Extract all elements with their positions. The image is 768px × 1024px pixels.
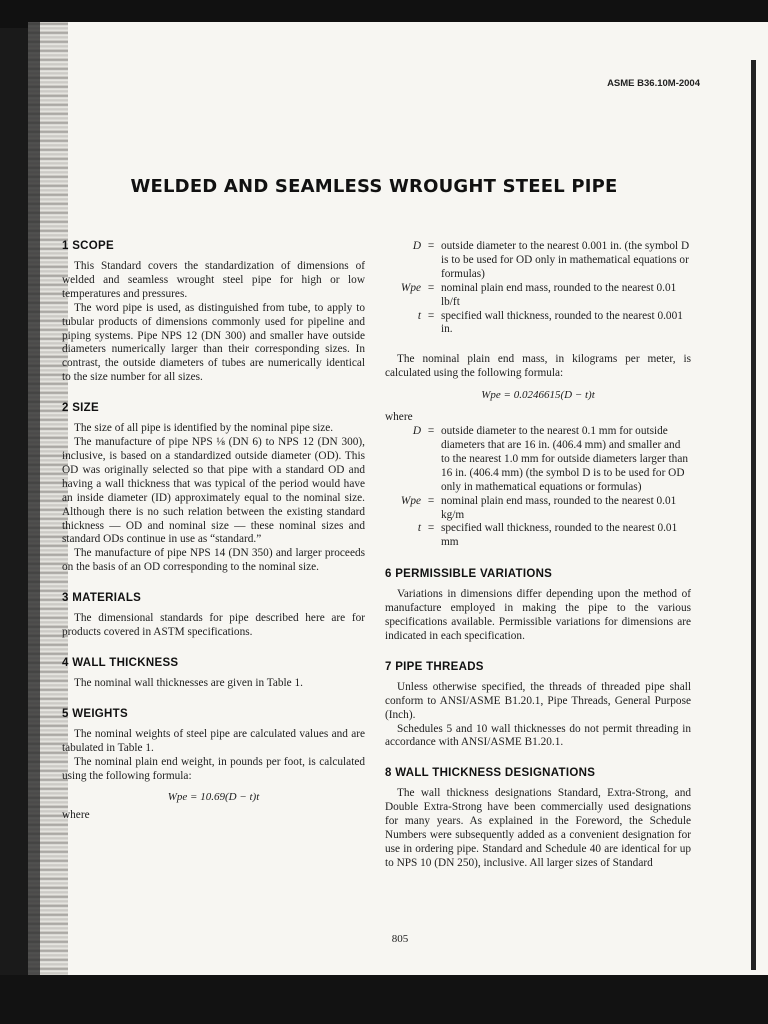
definition-text: specified wall thickness, rounded to the nearest 0.01 mm — [441, 522, 678, 549]
paragraph: Schedules 5 and 10 wall thicknesses do not permit threading in accordance with ANSI/ASME B1.20.1. — [385, 722, 691, 749]
section-size — [62, 402, 365, 575]
binding-shadow — [28, 22, 40, 977]
page-number: 805 — [391, 933, 409, 945]
where-label: where — [385, 411, 413, 424]
symbol: t — [417, 309, 421, 322]
paragraph: The nominal plain end weight, in pounds per foot, is calculated using the following formula: — [62, 755, 365, 782]
section-heading: 5 WEIGHTS — [62, 707, 128, 720]
section-pipe-threads — [385, 661, 691, 751]
definition-row — [385, 522, 691, 550]
paragraph: The word pipe is used, as distinguished from tube, to apply to tubular products of dimensions commonly used for pipeline and piping systems. Pipe NPS 12 (DN 300) and smaller have outside diameters numerically larger than their corresponding sizes. In contrast, the outside diameters of tubes are numerically identical to the size number for all sizes. — [62, 301, 365, 384]
scan-bottom-border — [0, 975, 768, 1024]
imperial-definitions — [385, 240, 691, 337]
section-materials — [62, 592, 365, 640]
where-label: where — [62, 809, 90, 822]
definition-text: specified wall thickness, rounded to the nearest 0.001 in. — [441, 309, 683, 336]
paragraph: The nominal wall thicknesses are given in Table 1. — [74, 676, 303, 689]
equals-sign: = — [427, 281, 435, 294]
paragraph: Variations in dimensions differ depending upon the method of manufacture employed in making the pipe to the various specifications available. Permissible variations for dimensions are indicated in each specification. — [385, 588, 691, 642]
paragraph: The manufacture of pipe NPS ⅛ (DN 6) to NPS 12 (DN 300), inclusive, is based on a standardized outside diameter (OD). This OD was originally selected so that pipe with a standard OD and having a wall thickness that was typical of the period would have an inside diameter (ID) approximately equal to the nominal size. Although there is no such relation between the existing standard thickness — OD and nominal size — these nominal sizes and standard ODs continue in use as “standard.” — [62, 436, 365, 546]
section-heading: 3 MATERIALS — [62, 592, 142, 605]
definition-text: outside diameter to the nearest 0.001 in. (the symbol D is to be used for OD only in mathematical equations or formulas) — [441, 240, 690, 280]
definition-row — [385, 425, 691, 495]
equals-sign: = — [427, 309, 435, 322]
symbol: D — [412, 425, 421, 438]
paragraph: The manufacture of pipe NPS 14 (DN 350) and larger proceeds on the basis of an OD corresponding to the nominal size. — [62, 547, 365, 574]
section-scope — [62, 240, 365, 385]
section-heading: 1 SCOPE — [62, 240, 114, 252]
symbol: Wpe — [400, 281, 421, 294]
definition-text: outside diameter to the nearest 0.1 mm for outside diameters that are 16 in. (406.4 mm) and smaller and to the nearest 1.0 mm for outside diameters larger than 16 in. (406.4 mm) (the symbol D is to be used for OD only in mathematical equations or formulas) — [441, 425, 688, 493]
paragraph: The dimensional standards for pipe described here are for products covered in ASTM specifications. — [62, 612, 365, 639]
definition-text: nominal plain end mass, rounded to the nearest 0.01 lb/ft — [441, 281, 677, 308]
section-heading: 8 WALL THICKNESS DESIGNATIONS — [385, 767, 596, 780]
symbol: Wpe — [400, 494, 421, 507]
paragraph: This Standard covers the standardization of dimensions of welded and seamless wrought steel pipe for high or low temperatures and pressures. — [62, 260, 365, 300]
right-column — [385, 240, 691, 888]
section-heading: 6 PERMISSIBLE VARIATIONS — [385, 568, 553, 581]
section-heading: 4 WALL THICKNESS — [62, 656, 179, 669]
symbol: D — [412, 240, 421, 252]
left-column — [62, 240, 365, 840]
paragraph: Unless otherwise specified, the threads of threaded pipe shall conform to ANSI/ASME B1.20.1, Pipe Threads, General Purpose (Inch). — [385, 680, 691, 721]
equals-sign: = — [427, 425, 435, 438]
definition-text: nominal plain end mass, rounded to the nearest 0.01 kg/m — [441, 494, 677, 521]
right-edge-shadow — [751, 60, 756, 970]
section-heading: 2 SIZE — [62, 402, 99, 415]
section-permissible-variations — [385, 568, 691, 644]
definition-row — [385, 495, 691, 523]
metric-definitions — [385, 425, 691, 550]
section-wall-thickness-designations — [385, 767, 691, 870]
equals-sign: = — [427, 522, 435, 535]
paragraph: The nominal weights of steel pipe are calculated values and are tabulated in Table 1. — [62, 727, 365, 754]
definition-row — [385, 282, 691, 310]
section-weights — [62, 708, 365, 824]
definition-row — [385, 310, 691, 338]
paragraph: The nominal plain end mass, in kilograms per meter, is calculated using the following formula: — [385, 353, 691, 380]
section-heading: 7 PIPE THREADS — [385, 660, 484, 673]
section-wall-thickness — [62, 657, 365, 691]
page-title: WELDED AND SEAMLESS WROUGHT STEEL PIPE — [130, 176, 618, 197]
equals-sign: = — [427, 240, 435, 252]
mass-formula: Wpe = 0.0246615(D − t)t — [481, 389, 595, 402]
paragraph: The size of all pipe is identified by the nominal pipe size. — [74, 422, 334, 435]
weight-formula: Wpe = 10.69(D − t)t — [167, 791, 260, 804]
equals-sign: = — [427, 494, 435, 507]
definition-row — [385, 240, 691, 282]
paragraph: The wall thickness designations Standard, Extra-Strong, and Double Extra-Strong have been commercially used designations for many years. As explained in the Foreword, the Schedule Numbers were subsequently added as a convenient designation for use in ordering pipe. Standard and Schedule 40 are identical for up to NPS 10 (DN 250), inclusive. All larger sizes of Standard — [385, 787, 691, 869]
running-header: ASME B36.10M-2004 — [607, 78, 700, 89]
symbol: t — [417, 522, 421, 535]
